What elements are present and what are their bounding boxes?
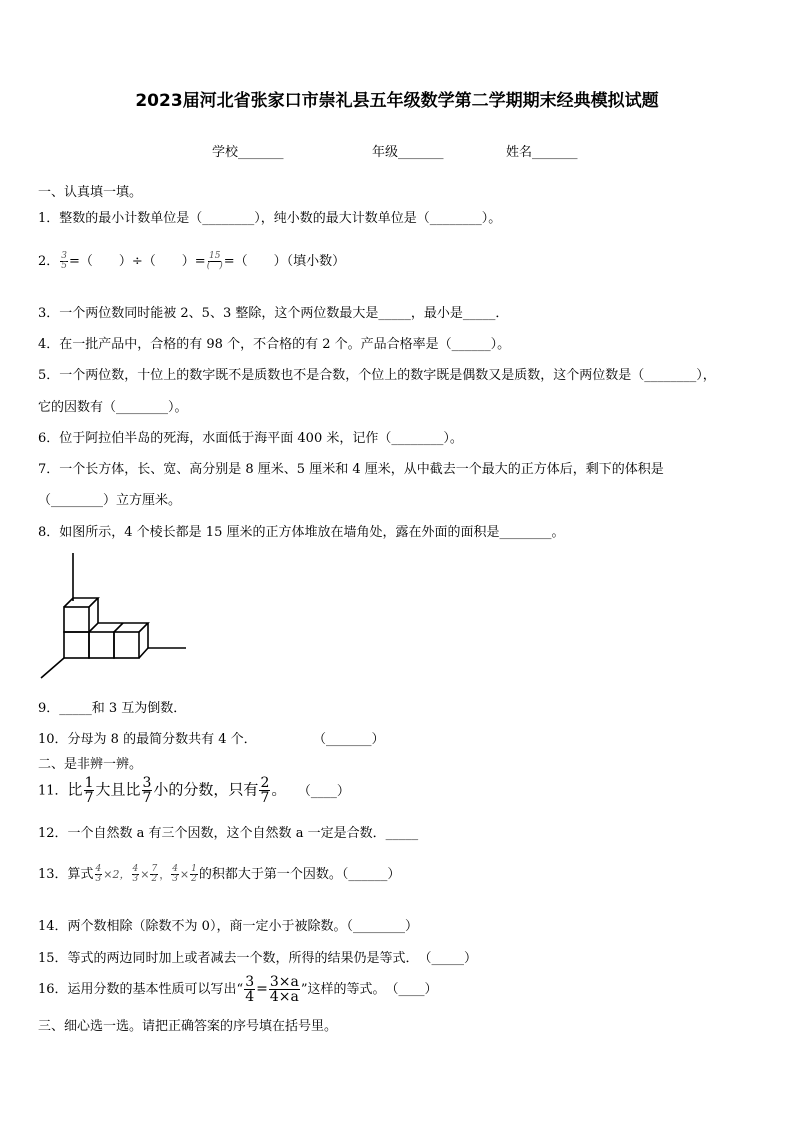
cube (114, 632, 139, 658)
question-11-text: 大且比 (95, 780, 141, 799)
floor-diagonal-edge (41, 658, 64, 678)
question-9: 9．_____和 3 互为倒数． (38, 701, 187, 716)
fraction: $\frac{3}{5}$ (61, 251, 68, 271)
question-12: 12．一个自然数 a 有三个因数，这个自然数 a 一定是合数．_____ (38, 826, 419, 841)
fraction: $\frac{1}{7}$ (84, 775, 94, 806)
question-13-number: 13．算式 (38, 867, 94, 882)
cube (89, 632, 114, 658)
fraction: $\frac{4}{3}$ (172, 864, 178, 884)
question-10-blank: （_______） (313, 732, 385, 747)
question-11-number: 11． (38, 783, 68, 799)
question-11-blank: （____） (304, 783, 350, 799)
question-4: 4．在一批产品中，合格的有 98 个，不合格的有 2 个。产品合格率是（______）。 (38, 337, 511, 352)
operator: ×2， (103, 868, 131, 881)
question-16-text: 16．运用分数的基本性质可以写出“ (38, 982, 244, 997)
fraction: $\frac{3\times a}{4\times a}$ (269, 974, 299, 1005)
question-11-text: 。 (271, 780, 287, 799)
question-2-middle: =（ ）÷（ ）= (69, 254, 206, 269)
name-field: 姓名_______ (506, 145, 578, 160)
school-field: 学校_______ (212, 145, 284, 160)
grade-field: 年级_______ (372, 145, 444, 160)
section-1-heading: 一、认真填一填。 (38, 185, 143, 200)
fraction: $\frac{4}{3}$ (95, 864, 102, 884)
fraction: $\frac{7}{2}$ (151, 864, 158, 884)
question-16-tail: ”这样的等式。 （____） (300, 982, 438, 997)
question-14: 14．两个数相除（除数不为 0），商一定小于被除数。（________） (38, 919, 418, 934)
question-6: 6．位于阿拉伯半岛的死海，水面低于海平面 400 米，记作（________）。 (38, 431, 463, 446)
question-15: 15．等式的两边同时加上或者减去一个数，所得的结果仍是等式． （_____） (38, 951, 478, 966)
question-1: 1．整数的最小计数单位是（________），纯小数的最大计数单位是（________）。 (38, 211, 502, 226)
question-13 (38, 863, 400, 884)
operator: × (140, 868, 150, 881)
question-16 (38, 975, 438, 1004)
question-8: 8．如图所示，4 个棱长都是 15 厘米的正方体堆放在墙角处，露在外面的面积是________。 (38, 525, 565, 540)
question-5-line-2: 它的因数有（________）。 (38, 400, 188, 415)
cube (64, 632, 89, 658)
section-2-heading: 二、是非辨一辨。 (38, 757, 143, 772)
question-11-text: 比 (67, 780, 83, 799)
fraction: $\frac{15}{( )}$ (206, 251, 223, 271)
fraction: $\frac{3}{7}$ (142, 775, 152, 806)
question-5-line-1: 5．一个两位数，十位上的数字既不是质数也不是合数，个位上的数字既是偶数又是质数，这个两位数是（________）， (38, 368, 716, 383)
fraction: $\frac{3}{4}$ (245, 974, 255, 1005)
question-11 (38, 776, 350, 805)
question-2 (38, 250, 345, 271)
question-2-number: 2． (38, 254, 60, 269)
fraction: $\frac{2}{7}$ (260, 775, 270, 806)
question-7-line-1: 7．一个长方体，长、宽、高分别是 8 厘米、5 厘米和 4 厘米，从中截去一个最大的正方体后，剩下的体积是 (38, 462, 664, 477)
question-2-tail: =（ ）（填小数） (223, 254, 346, 269)
page-title: 2023届河北省张家口市崇礼县五年级数学第二学期期末经典模拟试题 (135, 91, 659, 111)
operator: × (179, 868, 190, 881)
separator: ， (159, 868, 171, 881)
question-11-text: 小的分数，只有 (153, 780, 259, 799)
fraction: $\frac{1}{2}$ (191, 864, 197, 884)
equals-sign: = (256, 981, 268, 997)
question-10: 10．分母为 8 的最简分数共有 4 个． (38, 732, 257, 747)
cubes-corner-figure (40, 550, 190, 684)
section-3-heading: 三、细心选一选。请把正确答案的序号填在括号里。 (38, 1019, 338, 1034)
fraction: $\frac{4}{3}$ (132, 864, 139, 884)
question-13-tail: 的积都大于第一个因数。（______） (198, 867, 401, 882)
question-3: 3．一个两位数同时能被 2、5、3 整除，这个两位数最大是_____，最小是_____． (38, 306, 509, 321)
question-7-line-2: （________）立方厘米。 (38, 493, 182, 508)
cube (64, 607, 89, 632)
